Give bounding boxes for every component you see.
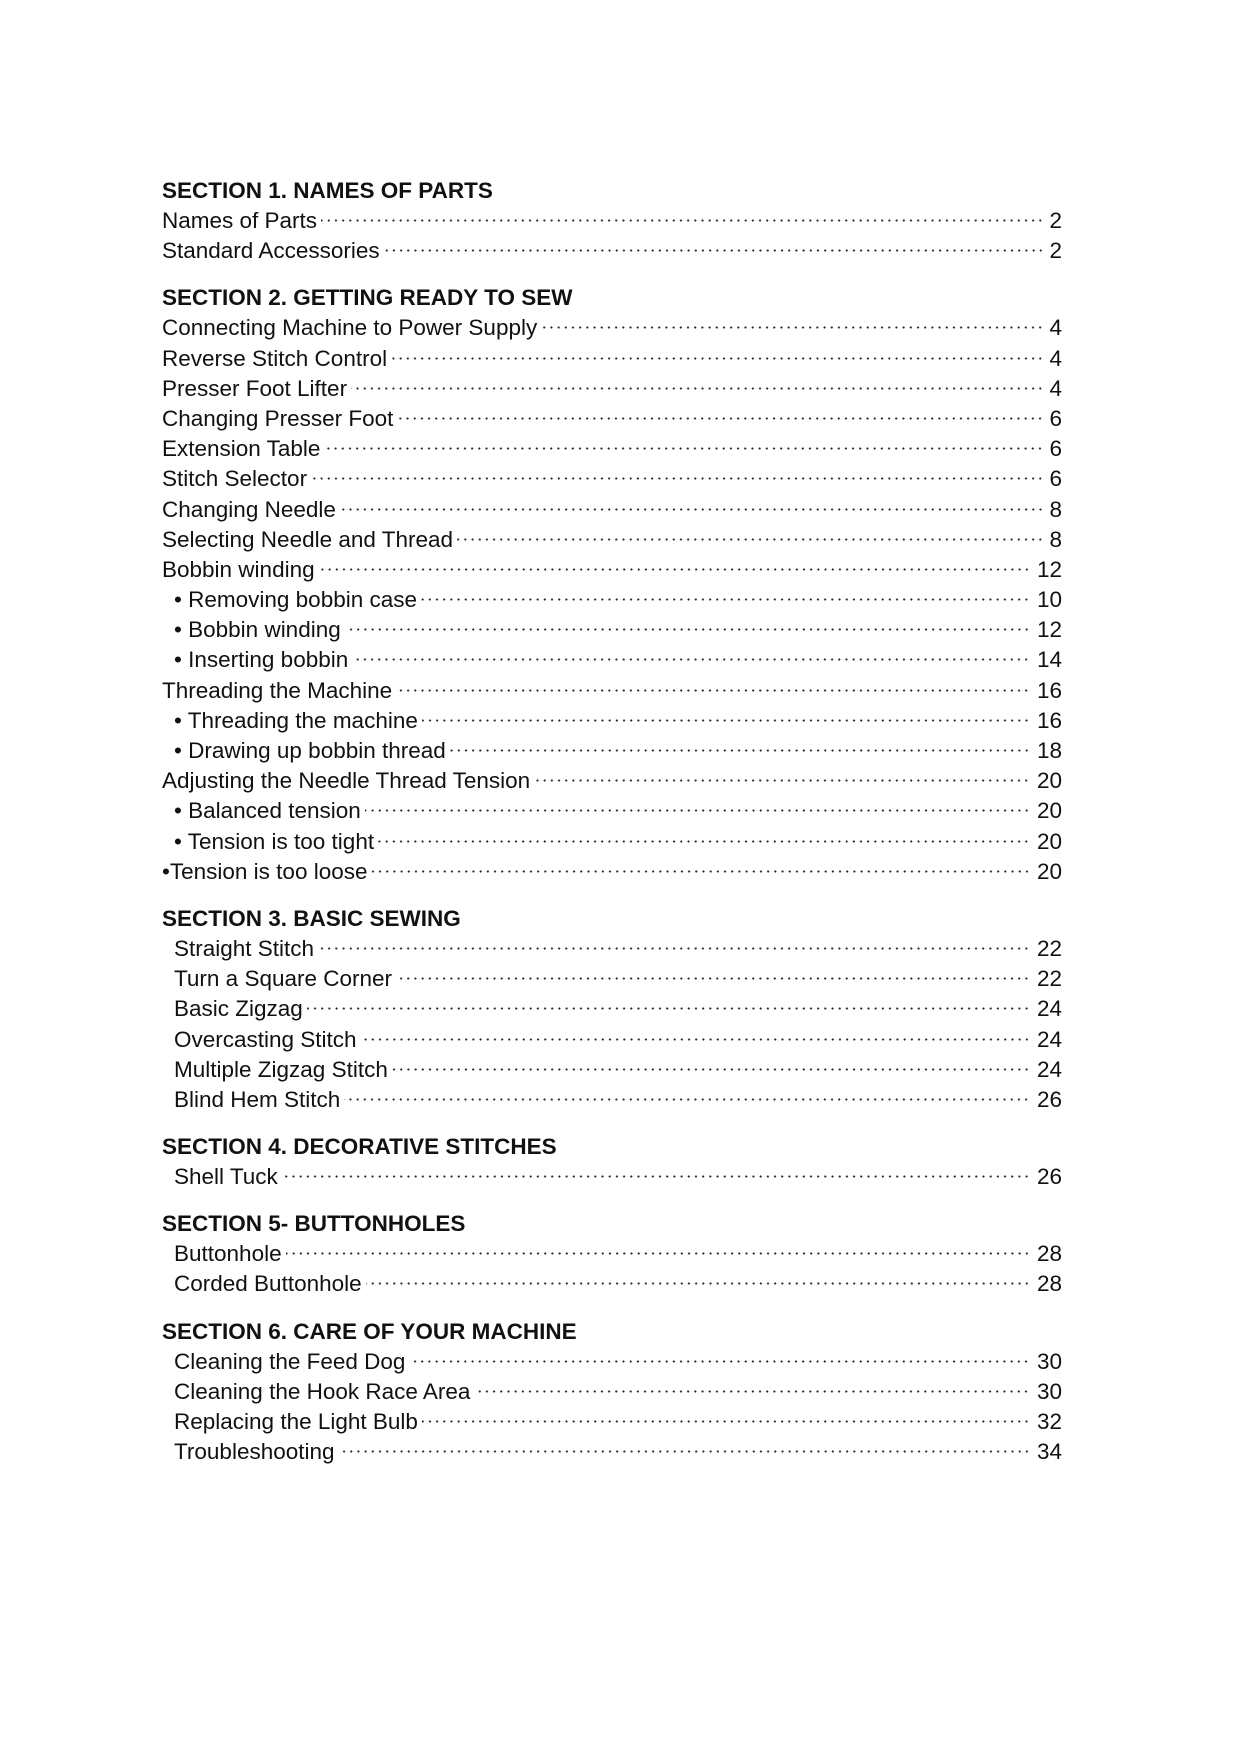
toc-entry[interactable] [162,857,1062,887]
entry-page-number: 2 [1049,208,1062,233]
dot-leader [534,779,1030,782]
entry-label: • Tension is too tight [174,828,375,854]
toc-entry[interactable] [162,1437,1062,1467]
toc-entry[interactable] [162,525,1062,555]
entry-page-number: 30 [1036,1378,1062,1404]
toc-entry[interactable] [162,1239,1062,1269]
toc-entry[interactable] [162,1162,1062,1192]
entry-page-number: 8 [1049,526,1062,552]
entry-label: Corded Buttonhole [174,1271,362,1297]
dot-leader [318,947,1030,950]
entry-label: Cleaning the Feed Dog [174,1348,406,1374]
toc-entry[interactable] [162,374,1062,404]
dot-leader [286,1252,1030,1255]
dot-leader [344,1098,1030,1101]
toc-entry[interactable] [162,934,1062,964]
entry-label: Shell Tuck [174,1164,278,1190]
toc-entry[interactable] [162,344,1062,374]
dot-leader [396,977,1030,980]
entry-label: Overcasting Stitch [174,1026,357,1052]
toc-entry[interactable] [162,1085,1062,1115]
toc-entry[interactable] [162,585,1062,615]
entry-label: Cleaning the Hook Race Area [174,1378,471,1404]
toc-entry[interactable] [162,495,1062,525]
entry-page-number: 14 [1036,647,1062,673]
entry-page-number: 26 [1036,1164,1062,1190]
entry-label: Extension Table [162,436,321,462]
entry-label: • Threading the machine [174,707,418,733]
toc-entry[interactable] [162,796,1062,826]
table-of-contents [162,176,1062,1484]
toc-entry[interactable] [162,206,1062,236]
entry-label: Replacing the Light Bulb [174,1409,418,1434]
toc-entry[interactable] [162,464,1062,494]
dot-leader [384,249,1044,252]
entry-page-number: 24 [1036,1056,1062,1082]
section-title: SECTION 6. CARE OF YOUR MACHINE [162,1318,577,1344]
dot-leader [474,1390,1030,1393]
toc-entry[interactable] [162,313,1062,343]
entry-page-number: 34 [1036,1439,1062,1465]
dot-leader [366,1282,1030,1285]
dot-leader [392,1068,1030,1071]
entry-label: • Bobbin winding [174,617,341,643]
dot-leader [391,357,1044,360]
dot-leader [352,658,1030,661]
toc-entry[interactable] [162,645,1062,675]
dot-leader [365,809,1030,812]
dot-leader [450,749,1030,752]
toc-entry[interactable] [162,615,1062,645]
toc-entry[interactable] [162,827,1062,857]
dot-leader [422,719,1030,722]
entry-page-number: 32 [1036,1409,1062,1434]
entry-label: Multiple Zigzag Stitch [174,1056,388,1082]
section-title: SECTION 5- BUTTONHOLES [162,1211,466,1237]
entry-page-number: 20 [1036,768,1062,794]
section-title: SECTION 4. DECORATIVE STITCHES [162,1134,557,1160]
section-title: SECTION 1. NAMES OF PARTS [162,178,493,203]
entry-page-number: 26 [1036,1086,1062,1112]
toc-section-2 [162,283,1062,887]
entry-page-number: 16 [1036,707,1062,733]
dot-leader [361,1038,1030,1041]
dot-leader [409,1360,1030,1363]
toc-entry[interactable] [162,964,1062,994]
entry-label: • Drawing up bobbin thread [174,738,446,763]
dot-leader [345,628,1030,631]
toc-entry[interactable] [162,1377,1062,1407]
entry-page-number: 22 [1036,935,1062,961]
entry-page-number: 12 [1036,617,1062,643]
entry-label: Troubleshooting [174,1439,335,1465]
toc-entry[interactable] [162,766,1062,796]
entry-page-number: 4 [1049,315,1062,341]
entry-page-number: 2 [1049,238,1062,264]
entry-label: Turn a Square Corner [174,966,393,992]
toc-section-5 [162,1209,1062,1299]
entry-page-number: 20 [1036,798,1062,824]
entry-page-number: 6 [1049,405,1062,431]
entry-page-number: 24 [1036,996,1062,1022]
toc-entry[interactable] [162,706,1062,736]
section-title: SECTION 3. BASIC SEWING [162,905,461,931]
toc-entry[interactable] [162,1407,1062,1437]
dot-leader [340,508,1044,511]
dot-leader [311,477,1044,480]
entry-page-number: 10 [1036,587,1062,613]
entry-label: • Balanced tension [174,798,361,824]
dot-leader [339,1450,1030,1453]
entry-label: Adjusting the Needle Thread Tension [162,768,531,794]
toc-entry[interactable] [162,434,1062,464]
entry-label: Reverse Stitch Control [162,345,388,371]
entry-page-number: 8 [1049,496,1062,522]
toc-entry[interactable] [162,555,1062,585]
entry-label: •Tension is too loose [162,858,368,884]
entry-label: Connecting Machine to Power Supply [162,315,538,341]
toc-entry[interactable] [162,1025,1062,1055]
dot-leader [396,689,1030,692]
entry-label: Presser Foot Lifter [162,375,348,401]
dot-leader [351,387,1044,390]
entry-page-number: 12 [1036,556,1062,582]
toc-entry[interactable] [162,404,1062,434]
entry-label: Stitch Selector [162,466,308,492]
entry-page-number: 20 [1036,828,1062,854]
dot-leader [422,1420,1030,1423]
dot-leader [457,538,1044,541]
entry-page-number: 6 [1049,466,1062,492]
entry-label: Straight Stitch [174,935,315,961]
toc-section-4 [162,1132,1062,1192]
dot-leader [397,417,1044,420]
toc-entry[interactable] [162,1055,1062,1085]
toc-entry[interactable] [162,676,1062,706]
entry-label: • Removing bobbin case [174,587,418,613]
entry-page-number: 4 [1049,345,1062,371]
entry-label: Bobbin winding [162,556,315,582]
dot-leader [421,598,1030,601]
dot-leader [321,219,1044,222]
dot-leader [372,870,1031,873]
dot-leader [319,568,1030,571]
entry-label: • Inserting bobbin [174,647,349,673]
entry-page-number: 20 [1036,858,1062,884]
entry-page-number: 22 [1036,966,1062,992]
dot-leader [324,447,1044,450]
entry-label: Changing Presser Foot [162,405,394,431]
entry-label: Buttonhole [174,1241,282,1267]
dot-leader [282,1175,1030,1178]
entry-page-number: 24 [1036,1026,1062,1052]
entry-label: Selecting Needle and Thread [162,526,454,552]
section-title: SECTION 2. GETTING READY TO SEW [162,285,573,311]
entry-page-number: 18 [1036,738,1062,763]
entry-label: Names of Parts [162,208,318,233]
toc-entry[interactable] [162,1269,1062,1299]
toc-entry[interactable] [162,236,1062,266]
toc-entry[interactable] [162,736,1062,766]
entry-page-number: 16 [1036,677,1062,703]
entry-page-number: 28 [1036,1271,1062,1297]
entry-label: Threading the Machine [162,677,393,703]
entry-label: Changing Needle [162,496,336,522]
toc-section-6 [162,1317,1062,1468]
dot-leader [378,840,1030,843]
entry-page-number: 4 [1049,375,1062,401]
toc-entry[interactable] [162,994,1062,1024]
entry-page-number: 30 [1036,1348,1062,1374]
toc-section-3 [162,904,1062,1115]
dot-leader [307,1007,1030,1010]
entry-label: Standard Accessories [162,238,380,264]
toc-entry[interactable] [162,1347,1062,1377]
toc-section-1 [162,176,1062,266]
dot-leader [541,326,1044,329]
entry-label: Blind Hem Stitch [174,1086,341,1112]
entry-page-number: 28 [1036,1241,1062,1267]
entry-page-number: 6 [1049,436,1062,462]
entry-label: Basic Zigzag [174,996,303,1022]
